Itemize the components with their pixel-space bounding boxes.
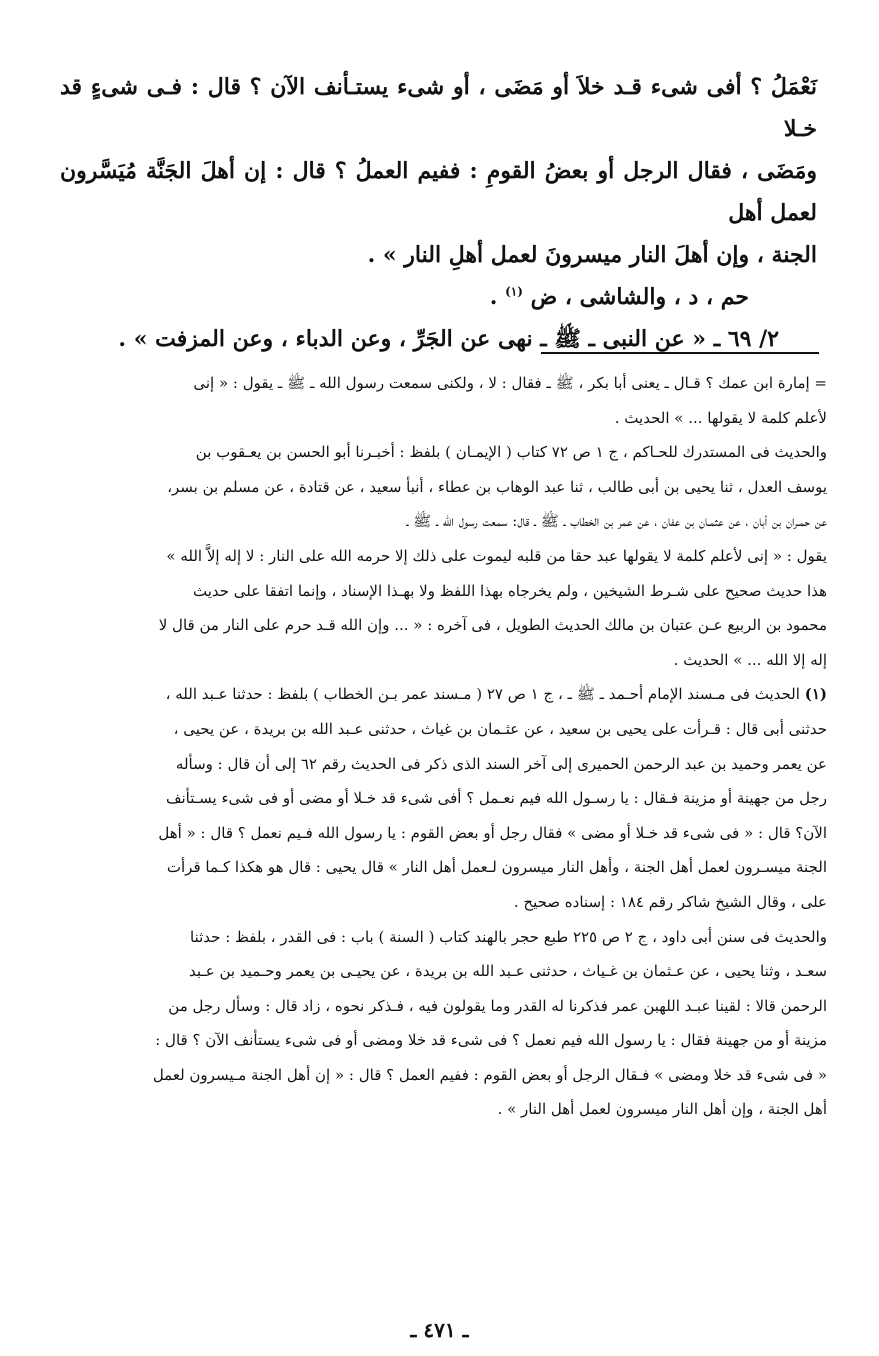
footnote-line: « فى شىء قد خلا ومضى » فـقال الرجل أو بعض القوم : ففيم العمل ؟ قال : « إن أهل الجنة مـيسرون لعمل [152,1065,827,1084]
footnote-line: = إمارة ابن عمك ؟ قـال ـ يعنى أبا بكر ، ﷺ ـ فقال : لا ، ولكنى سمعت رسول الله ـ ﷺ ـ يقول : « إنى [193,374,827,392]
footnote-line: سعـد ، وثنا يحيى ، عن عـثمان بن غـياث ، حدثنى عـبد الله بن بريدة ، عن يحيـى بن يعمر وحـميد بن عـبد [189,962,827,981]
footnote-line: الرحمن قالا : لقينا عبـد اللهبن عمر فذكرنا له القدر وما يقولون فيه ، فـذكر نحوه ، زاد قال : وسأل رجل من [168,996,827,1015]
hadith-text: « عن النبى ـ ﷺ ـ نهى عن الجَرِّ ، وعن الدباء ، وعن المزفت » . [118,326,707,352]
footnote-line: لأعلم كلمة لا يقولها ... » الحديث . [614,408,827,427]
footnote-ref: (١) [505,284,523,299]
main-line: ومَضَى ، فقال الرجل أو بعضُ القومِ : ففيم العملُ ؟ قال : إن أهلَ الجَنَّة مُيَسَّرون لعمل أهل [60,158,817,226]
footnote-text: الحديث فى مـسند الإمام أحـمد ـ ﷺ ـ ، ج ١ ص ٢٧ ( مـسند عمر بـن الخطاب ) بلفظ : حدثنا عـبد الله ، [165,685,800,704]
footnote-line: يقول : « إنى لأعلم كلمة لا يقولها عبد حقا من قلبه ليموت على ذلك إلا حرمه الله على النار : لا إله إلاَّ الله » [166,546,827,565]
footnote-line [60,677,827,712]
footnote-line: هذا حديث صحيح على شـرط الشيخين ، ولم يخرجاه بهذا اللفظ ولا بهـذا الإسناد ، وإنما اتفقا على حديث [192,581,827,600]
footnote-divider [541,352,819,354]
footnote-line: الآن؟ قال : « فى شىء قد خـلا أو مضى » فقال رجل أو بعض القوم : يا رسول الله فـيم نعمل ؟ قال : « أهل [158,823,827,842]
footnote-line: الجنة ميسـرون لعمل أهل الجنة ، وأهل النار ميسرون لـعمل أهل النار » قال يحيى : قال هو هكذا كـما قرأت [166,858,827,877]
footnote-number: (١) [804,685,827,704]
sources-text: حم ، د ، والشاشى ، ض [530,284,749,310]
hadith-sources: حم ، د ، والشاشى ، ض $^{(١)}$ . [489,284,749,310]
footnote-line: إله إلا الله ... » الحديث . [673,650,827,669]
footnote-line: محمود بن الربيع عـن عتبان بن مالك الحديث الطويل ، فى آخره : « ... وإن الله قـد حرم على النار من قال لا [158,616,827,635]
footnote-line: حدثنى أبى قال : قـرأت على يحيى بن سعيد ، عن عثـمان بن غياث ، حدثنى عـبد الله بن بريدة ، عن يحيى ، [173,719,827,738]
main-line: نَعْمَلُ ؟ أفى شىء قـد خلاَ أو مَضَى ، أو شىء يستـأنف الآن ؟ قال : فـى شىءٍ قد خـلا [60,74,817,142]
footnote-line: والحديث فى سنن أبى داود ، ج ٢ ص ٢٢٥ طبع حجر بالهند كتاب ( السنة ) باب : فى القدر ، بلفظ : حدثنا [190,927,827,946]
footnote-line: على ، وقال الشيخ شاكر رقم ١٨٤ : إسناده صحيح . [513,892,827,911]
footnote-line: أهل الجنة ، وإن أهل النار ميسرون لعمل أهل النار » . [497,1100,827,1119]
footnotes [60,366,827,1127]
footnote-line: عن يعمر وحميد بن عبد الرحمن الحميرى إلى آخر السند الذى ذكر فى الحديث رقم ٦٢ إلى أن قال : وسأله [175,754,827,773]
footnote-line: رجل من جهينة أو مزينة فـقال : يا رسـول الله فيم نعـمل ؟ أفى شىء قد خـلا أو مضى أو فى شىء يسـتأنف [165,789,827,808]
footnote-line: يوسف العدل ، ثنا يحيى بن أبى طالب ، ثنا عبد الوهاب بن عطاء ، أنبأ سعيد ، عن قتادة ، عن مسلم بن بسر، [167,477,827,496]
hadith-number: ٢/ ٦٩ ـ [713,326,779,352]
footnote-line: عن حمـران بن أبان ، عن عثمـان بن عفان ، عن عمر بن الخطاب ـ ﷺ ـ قال: سمعت رسول الله ـ ﷺ ـ [406,512,827,531]
footnote-line: والحديث فى المستدرك للحـاكم ، ج ١ ص ٧٢ كتاب ( الإيمـان ) بلفظ : أخبـرنا أبو الحسن بن يعـقوب بن [195,443,827,462]
page-number: ـ ٤٧١ ـ [410,1318,469,1342]
main-line: الجنة ، وإن أهلَ النار ميسرونَ لعمل أهلِ النار » . [367,242,817,268]
main-text [60,66,817,360]
footnote-line: مزينة أو من جهينة فقال : يا رسول الله فيم نعمل ؟ فى شىء قد خلا ومضى أو فى شىء يستأنف الآن ؟ قال : [155,1031,827,1050]
